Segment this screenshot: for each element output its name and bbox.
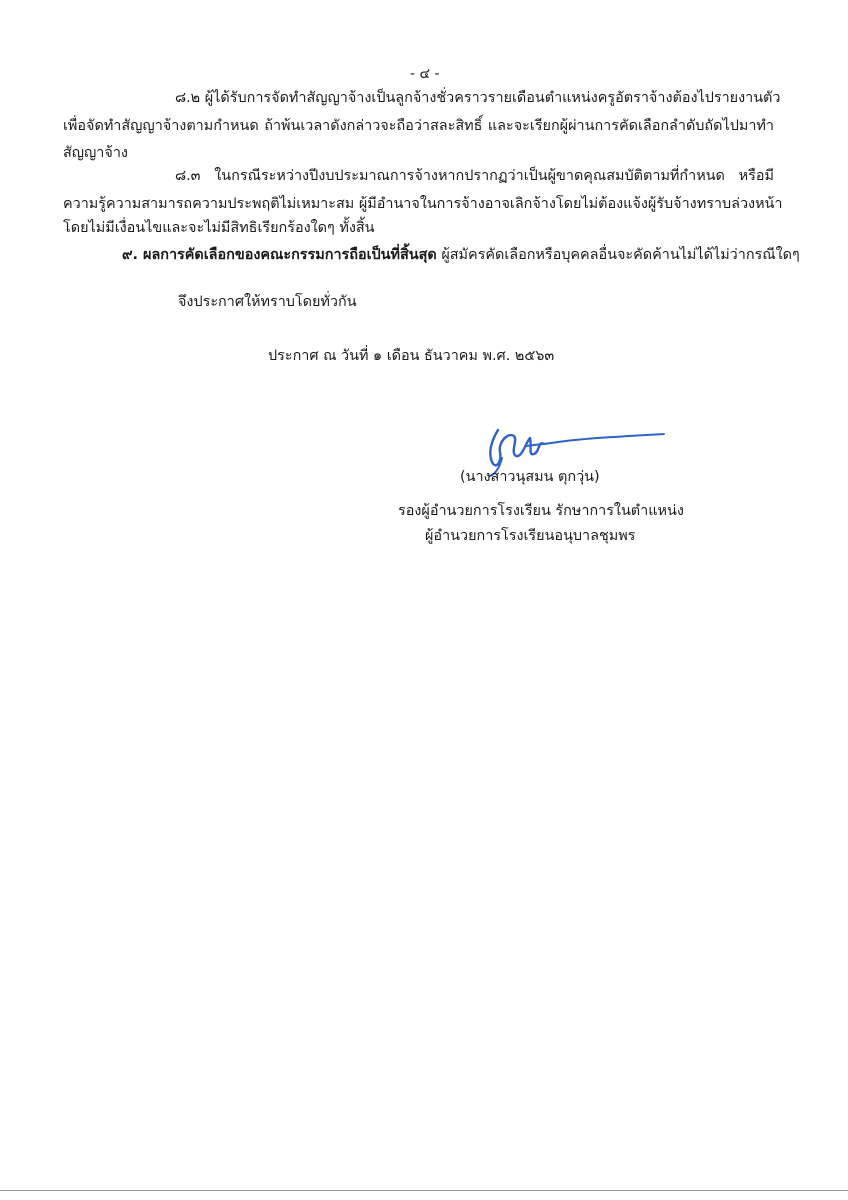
clause-9-text: ผู้สมัครคัดเลือกหรือบุคคลอื่นจะคัดค้านไม่ได้ไม่ว่ากรณีใดๆ [441,247,800,263]
signatory-name: (นางสาวนุสมน ตุกวุ่น) [460,469,600,485]
clause-9 [122,245,800,265]
announcement-date: ประกาศ ณ วันที่ ๑ เดือน ธันวาคม พ.ศ. ๒๕๖๓ [268,348,555,364]
clause-8-3-line-2: ความรู้ความสามารถความประพฤติไม่เหมาะสม ผู้มีอำนาจในการจ้างอาจเลิกจ้างโดยไม่ต้องแจ้งผู้รับจ้างทราบล่วงหน้า [63,196,783,212]
scan-edge-line [0,1190,848,1191]
clause-8-2-line-3: สัญญาจ้าง [63,145,128,161]
clause-8-2-line-2: เพื่อจัดทำสัญญาจ้างตามกำหนด ถ้าพ้นเวลาดังกล่าวจะถือว่าสละสิทธิ์ และจะเรียกผู้ผ่านการคัดเลือกลำดับถัดไปมาทำ [63,118,774,134]
signatory-title-2: ผู้อำนวยการโรงเรียนอนุบาลชุมพร [425,528,636,544]
clause-8-3-line-3: โดยไม่มีเงื่อนไขและจะไม่มีสิทธิเรียกร้องใดๆ ทั้งสิ้น [63,220,375,236]
clause-8-3-line-1: ๘.๓ ในกรณีระหว่างปีงบประมาณการจ้างหากปรากฏว่าเป็นผู้ขาดคุณสมบัติตามที่กำหนด หรือมี [175,168,774,184]
clause-8-2-line-1: ๘.๒ ผู้ได้รับการจัดทำสัญญาจ้างเป็นลูกจ้างชั่วคราวรายเดือนตำแหน่งครูอัตราจ้างต้องไปรายงานตัว [175,90,781,106]
closing-statement: จึงประกาศให้ทราบโดยทั่วกัน [178,294,357,310]
page-number: - ๔ - [410,66,440,82]
signatory-title-1: รองผู้อำนวยการโรงเรียน รักษาการในตำแหน่ง [398,503,684,519]
clause-9-heading: ๙. ผลการคัดเลือกของคณะกรรมการถือเป็นที่สิ้นสุด [122,247,437,263]
